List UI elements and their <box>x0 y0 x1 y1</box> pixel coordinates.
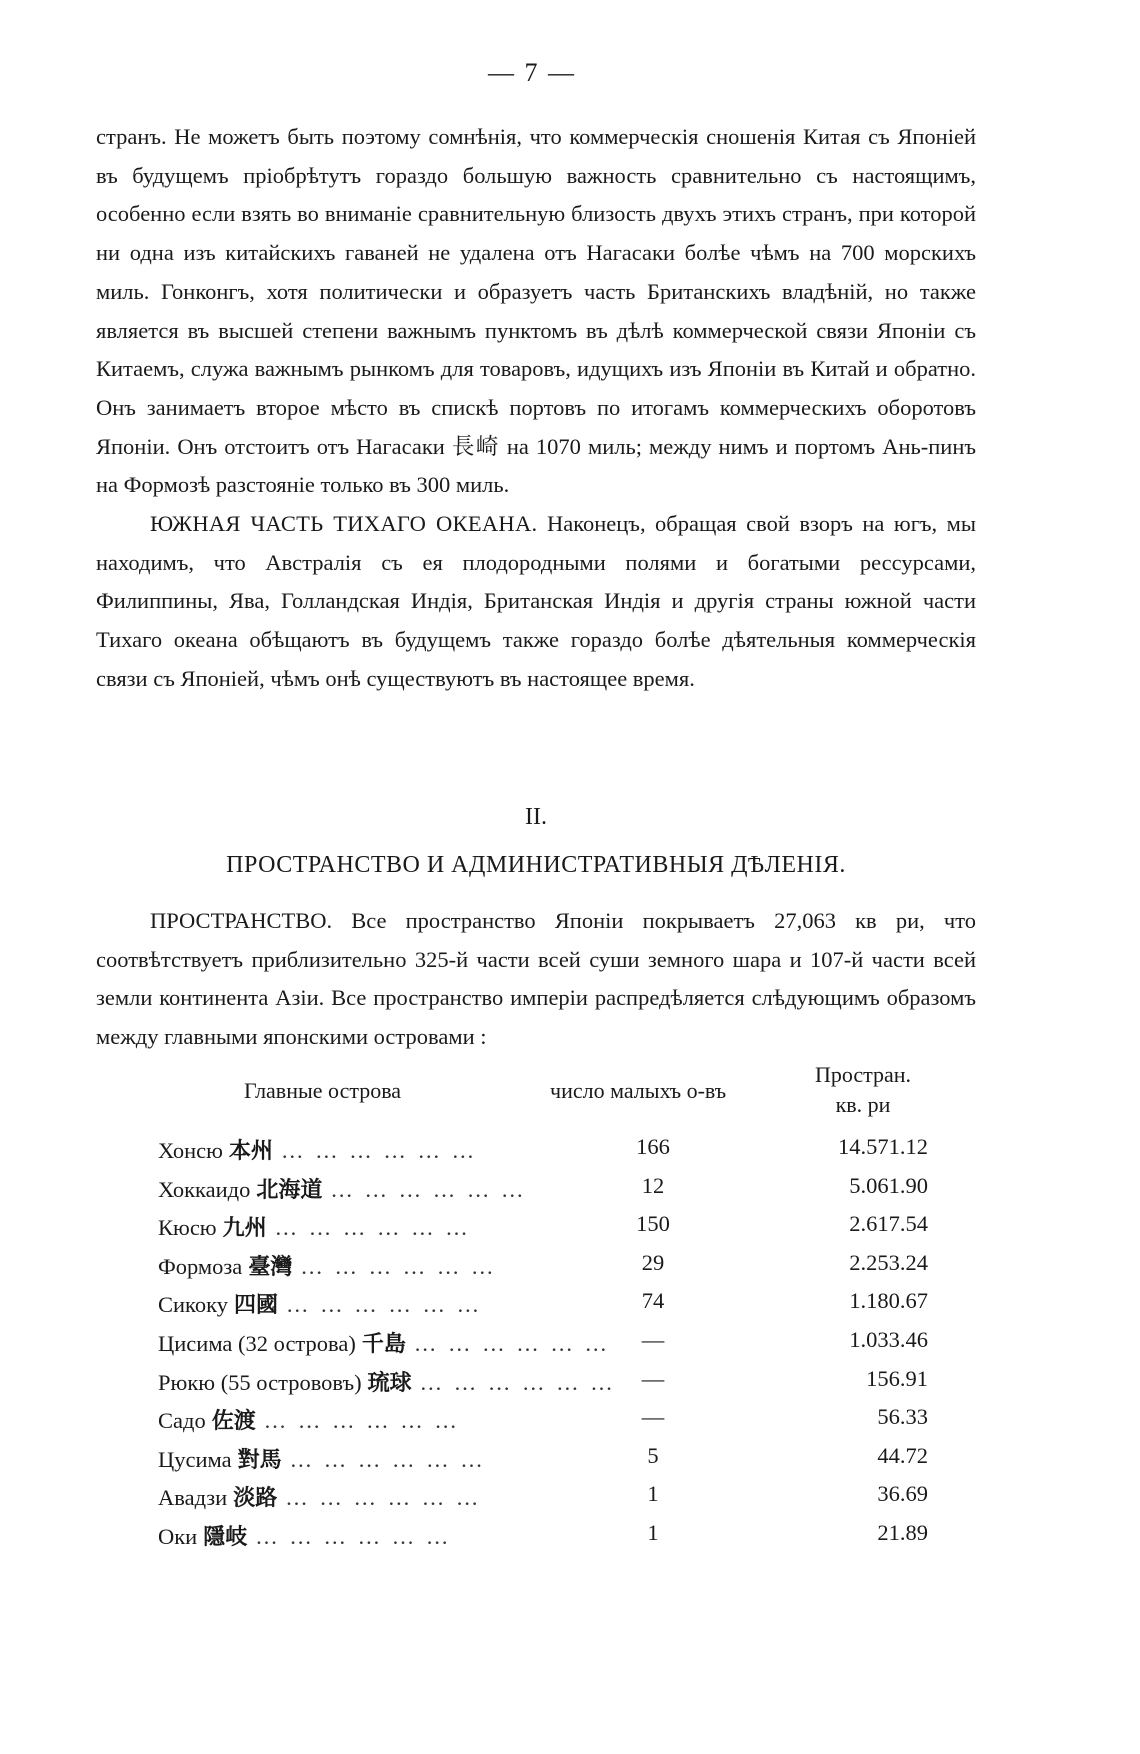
page-number: — 7 — <box>488 58 576 87</box>
island-name-cell <box>158 1327 610 1358</box>
header-area-line2: кв. ри <box>835 1092 891 1117</box>
dot-leader: … … … … … … <box>274 1215 471 1241</box>
dot-leader: … … … … … … <box>263 1408 460 1434</box>
table-row <box>158 1250 948 1289</box>
island-kanji: 隱岐 <box>203 1524 248 1550</box>
area-value: 14.571.12 <box>838 1134 928 1159</box>
small-islands-count: — <box>641 1326 665 1352</box>
area-value: 44.72 <box>877 1442 928 1468</box>
small-islands-count: 166 <box>636 1134 670 1159</box>
dot-leader: … … … … … … <box>285 1292 483 1318</box>
header-area <box>798 1060 928 1120</box>
island-name-cell <box>158 1366 616 1397</box>
small-islands-count: 1 <box>647 1481 659 1507</box>
header-main-islands: Главные острова <box>244 1078 402 1103</box>
island-name-cell <box>158 1520 558 1551</box>
island-name-cell <box>158 1173 558 1204</box>
header-small-islands: число малыхъ о-въ <box>550 1078 727 1103</box>
dot-leader: … … … … … … <box>413 1330 610 1356</box>
island-kanji: 本州 <box>228 1139 273 1164</box>
island-kanji: 佐渡 <box>211 1409 256 1435</box>
islands-table <box>158 1064 948 1559</box>
table-row <box>158 1520 948 1559</box>
island-kanji: 對馬 <box>237 1447 282 1473</box>
section-title: ПРОСТРАНСТВО И АДМИНИСТРАТИВНЫЯ ДѢЛЕНІЯ. <box>226 852 846 878</box>
small-islands-count: 29 <box>641 1249 665 1275</box>
paragraph-south-pacific <box>96 505 976 699</box>
table-row <box>158 1288 948 1327</box>
header-area-line1: Простран. <box>814 1062 912 1087</box>
body-text-area <box>96 902 976 1057</box>
island-name-cell <box>158 1404 558 1435</box>
dot-leader: … … … … … … <box>285 1485 482 1511</box>
area-value: 21.89 <box>877 1519 928 1545</box>
island-kanji: 淡路 <box>233 1486 278 1512</box>
south-pacific-text: Наконецъ, обращая свой взоръ на югъ, мы находимъ, что Австралія съ ея плодородными полями и богатыми рессурсами, Филиппины, Ява, Голландская Индія, Британская Индія и другія страны южной части Тихаго океана обѣщаютъ въ будущемъ также гораздо болѣе дѣятельныя коммерческія связи съ Японіей, чѣмъ онѣ существуютъ въ настоящее время. <box>96 511 977 691</box>
area-value: 2.253.24 <box>849 1249 928 1275</box>
area-value: 1.033.46 <box>849 1326 928 1352</box>
small-islands-count: 1 <box>647 1519 659 1545</box>
paragraph-trade-china: странъ. Не можетъ быть поэтому сомнѣнія, что коммерческія сношенія Китая съ Японіей въ будущемъ пріобрѣтутъ гораздо большую важность сравнительно съ настоящимъ, особенно если взять во вниманіе сравнительную близость двухъ этихъ странъ, при которой ни одна изъ китайскихъ гаваней не удалена отъ Нагасаки болѣе чѣмъ на 700 морскихъ миль. Гонконгъ, хотя политически и образуетъ часть Британскихъ владѣній, но также является въ высшей степени важнымъ пунктомъ въ дѣлѣ коммерческой связи Японіи съ Китаемъ, служа важнымъ рынкомъ для товаровъ, идущихъ изъ Японіи въ Китай и обратно. Онъ занимаетъ второе мѣсто въ спискѣ портовъ по итогамъ коммерческихъ оборотовъ Японіи. Онъ отстоитъ отъ Нагасаки 長崎 на 1070 миль; между нимъ и портомъ Ань-пинъ на Формозѣ разстояніе только въ 300 миль. <box>96 124 976 498</box>
area-value: 1.180.67 <box>849 1288 928 1314</box>
island-name: Авадзи <box>158 1485 228 1511</box>
island-kanji: 琉球 <box>367 1370 412 1396</box>
table-row <box>158 1134 948 1173</box>
island-kanji: 九州 <box>222 1216 267 1242</box>
area-value: 36.69 <box>877 1481 928 1507</box>
dot-leader: … … … … … … <box>300 1253 497 1279</box>
south-pacific-heading: ЮЖНАЯ ЧАСТЬ ТИХАГО ОКЕАНА. <box>150 511 538 537</box>
table-body <box>158 1134 948 1559</box>
island-name: Цисима (32 острова) <box>158 1330 356 1356</box>
island-name-cell <box>158 1443 558 1474</box>
island-name: Рюкю (55 острововъ) <box>158 1369 362 1395</box>
table-row <box>158 1366 948 1405</box>
area-text: Все пространство Японіи покрываетъ 27,063 кв ри, что соотвѣтствуетъ приблизительно 325-й части всей суши земного шара и 107-й части всей земли континента Азіи. Все пространство имперіи распредѣляется слѣдующимъ образомъ между главными японскими островами : <box>96 908 976 1050</box>
island-kanji: 臺灣 <box>248 1254 293 1280</box>
body-text-top <box>96 118 976 699</box>
island-name: Формоза <box>158 1253 243 1279</box>
area-value: 2.617.54 <box>849 1211 928 1237</box>
island-name-cell <box>158 1211 558 1242</box>
island-kanji: 千島 <box>361 1331 406 1357</box>
area-value: 156.91 <box>866 1365 928 1391</box>
island-name: Цусима <box>158 1446 232 1472</box>
island-name: Хоккаидо <box>158 1176 251 1202</box>
island-name-cell <box>158 1481 558 1512</box>
small-islands-count: 74 <box>641 1288 665 1314</box>
island-name: Оки <box>158 1523 198 1549</box>
table-row <box>158 1327 948 1366</box>
table-row <box>158 1481 948 1520</box>
paragraph-area <box>96 902 976 1057</box>
area-value: 5.061.90 <box>849 1172 928 1198</box>
island-name-cell <box>158 1288 558 1319</box>
table-row <box>158 1173 948 1212</box>
table-row <box>158 1404 948 1443</box>
small-islands-count: 5 <box>647 1442 659 1468</box>
table-row <box>158 1443 948 1482</box>
table-header <box>158 1064 948 1134</box>
island-name: Сикоку <box>158 1292 228 1318</box>
island-name: Кюсю <box>158 1215 217 1241</box>
small-islands-count: 150 <box>636 1211 670 1237</box>
small-islands-count: — <box>641 1404 665 1430</box>
small-islands-count: — <box>641 1365 665 1391</box>
island-kanji: 四國 <box>233 1293 278 1319</box>
dot-leader: … … … … … … <box>255 1523 452 1549</box>
table-row <box>158 1211 948 1250</box>
island-name: Хонсю <box>158 1138 223 1163</box>
island-name-cell <box>158 1250 558 1281</box>
area-value: 56.33 <box>877 1404 928 1430</box>
section-number: II. <box>525 804 547 830</box>
dot-leader: … … … … … … <box>289 1446 486 1472</box>
island-kanji: 北海道 <box>256 1177 323 1203</box>
dot-leader: … … … … … … <box>280 1138 478 1163</box>
dot-leader: … … … … … … <box>330 1176 527 1202</box>
dot-leader: … … … … … … <box>419 1369 616 1395</box>
island-name: Садо <box>158 1408 206 1434</box>
small-islands-count: 12 <box>641 1172 665 1198</box>
island-name-cell <box>158 1134 558 1165</box>
area-lead: ПРОСТРАНСТВО. <box>150 908 333 933</box>
